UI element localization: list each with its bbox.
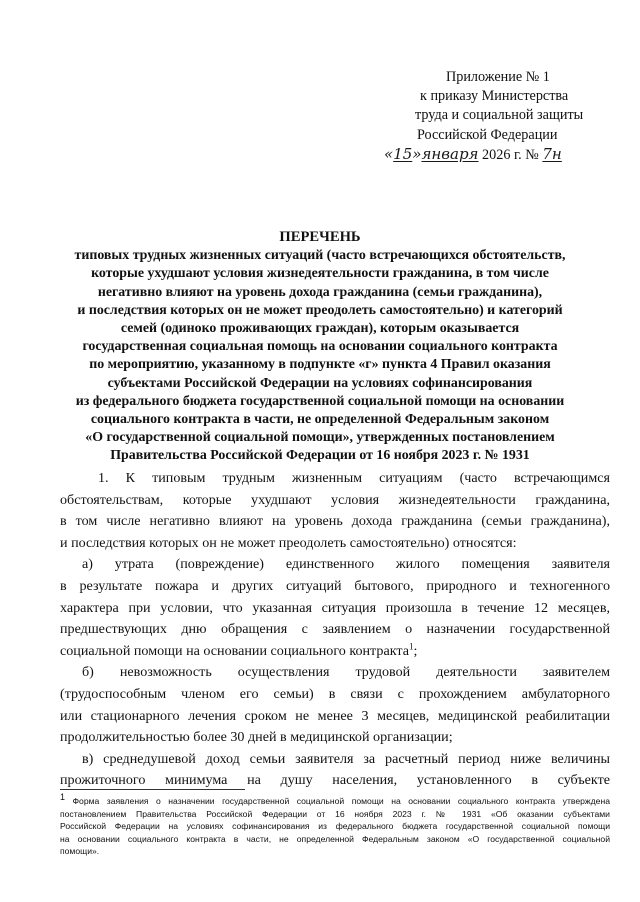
title-line: «О государственной социальной помощи», утвержденных постановлением xyxy=(85,430,555,446)
text-line: в том числе негативно влияют на уровень дохода гражданина (семьи гражданина), xyxy=(60,513,610,530)
appendix-number: Приложение № 1 xyxy=(446,69,550,85)
text-line: а) утрата (повреждение) единственного жилого помещения заявителя xyxy=(82,556,610,573)
footnote-line: на основании социального контракта в части, не определенной Федеральным законом «О государственной социальной xyxy=(60,833,610,844)
text-line: и последствия которых он не может преодолеть самостоятельно) относятся: xyxy=(60,534,517,551)
title-line: негативно влияют на уровень дохода гражданина (семьи гражданина), xyxy=(97,284,543,300)
title-line: семей (одиноко проживающих граждан), которым оказывается xyxy=(120,321,520,337)
text-line: предшествующих дню обращения с заявлением о назначении государственной xyxy=(60,621,610,638)
text-line: 1. К типовым трудным жизненным ситуациям (часто встречающимся xyxy=(98,470,610,486)
title-line: из федерального бюджета государственной социальной помощи на основании xyxy=(75,393,565,409)
paragraph-1 xyxy=(60,468,610,554)
title-heading: ПЕРЕЧЕНЬ xyxy=(279,229,361,245)
footnote-line: Российской Федерации на условиях софинансирования из федерального бюджета государственной социальной помощи xyxy=(60,821,610,832)
date-day: 15 xyxy=(393,144,413,163)
text-line: продолжительностью более 30 дней в медицинской организации; xyxy=(60,729,453,746)
text-line: характера при условии, что указанная ситуация произошла в течение 12 месяцев, xyxy=(60,599,610,616)
appendix-country: Российской Федерации xyxy=(417,126,558,143)
text-line xyxy=(60,641,610,663)
date-open-quote: « xyxy=(384,144,394,163)
appendix-header xyxy=(380,68,620,165)
footnote-line: помощи». xyxy=(60,846,100,857)
text-line-content: социальной помощи на основании социального контракта xyxy=(60,642,409,659)
title-line: которые ухудшают условия жизнедеятельности гражданина, в том числе xyxy=(91,266,549,282)
footnote-line xyxy=(60,792,610,808)
paragraph-b xyxy=(60,662,610,748)
footnote-divider xyxy=(60,789,245,790)
text-line: в результате пожара и других ситуаций бытового, природного и техногенного xyxy=(60,577,610,594)
title-line: социального контракта в части, не определенной Федеральным законом xyxy=(90,412,550,428)
title-line: по мероприятию, указанному в подпункте «г» пункта 4 Правил оказания xyxy=(89,357,551,373)
paragraph-v xyxy=(60,749,610,792)
document-body xyxy=(60,468,610,792)
appendix-ministry: труда и социальной защиты xyxy=(415,107,584,124)
text-line-tail: ; xyxy=(413,642,418,659)
text-line: обстоятельствам, которые ухудшают условия жизнедеятельности гражданина, xyxy=(60,491,610,508)
document-title xyxy=(40,228,600,466)
footnote xyxy=(60,792,610,858)
date-month: января xyxy=(421,144,479,163)
order-number: 7н xyxy=(542,144,562,163)
title-line: субъектами Российской Федерации на условиях софинансирования xyxy=(107,375,533,391)
footnote-line-content: Форма заявления о назначении государственной социальной помощи на основании социального контракта утверждена xyxy=(72,796,610,806)
text-line: б) невозможность осуществления трудовой деятельности заявителем xyxy=(82,664,610,681)
footnote-marker: 1 xyxy=(60,792,66,803)
text-line: (трудоспособным членом его семьи) в связи с прохождением амбулаторного xyxy=(60,685,610,702)
date-year: 2026 г. № xyxy=(482,146,539,163)
paragraph-a xyxy=(60,554,610,662)
footnote-reference: 1 xyxy=(408,641,414,652)
title-line: типовых трудных жизненных ситуаций (часто встречающихся обстоятельств, xyxy=(74,248,566,264)
text-line: прожиточного минимума на душу населения, установленного в субъекте xyxy=(60,772,610,789)
text-line: в) среднедушевой доход семьи заявителя за расчетный период ниже величины xyxy=(82,750,610,767)
footnote-line: постановлением Правительства Российской Федерации от 16 ноября 2023 г. № 1931 «Об оказании субъектами xyxy=(60,808,610,819)
date-close-quote: » xyxy=(412,144,422,163)
title-line: Правительства Российской Федерации от 16 ноября 2023 г. № 1931 xyxy=(110,448,530,464)
appendix-date-line xyxy=(380,145,620,165)
title-line: и последствия которых он не может преодолеть самостоятельно) и категорий xyxy=(77,302,563,318)
text-line: или стационарного лечения сроком не менее 3 месяцев, медицинской реабилитации xyxy=(60,707,610,724)
appendix-order-ref: к приказу Министерства xyxy=(420,88,569,105)
title-line: государственная социальная помощь на основании социального контракта xyxy=(82,339,558,355)
